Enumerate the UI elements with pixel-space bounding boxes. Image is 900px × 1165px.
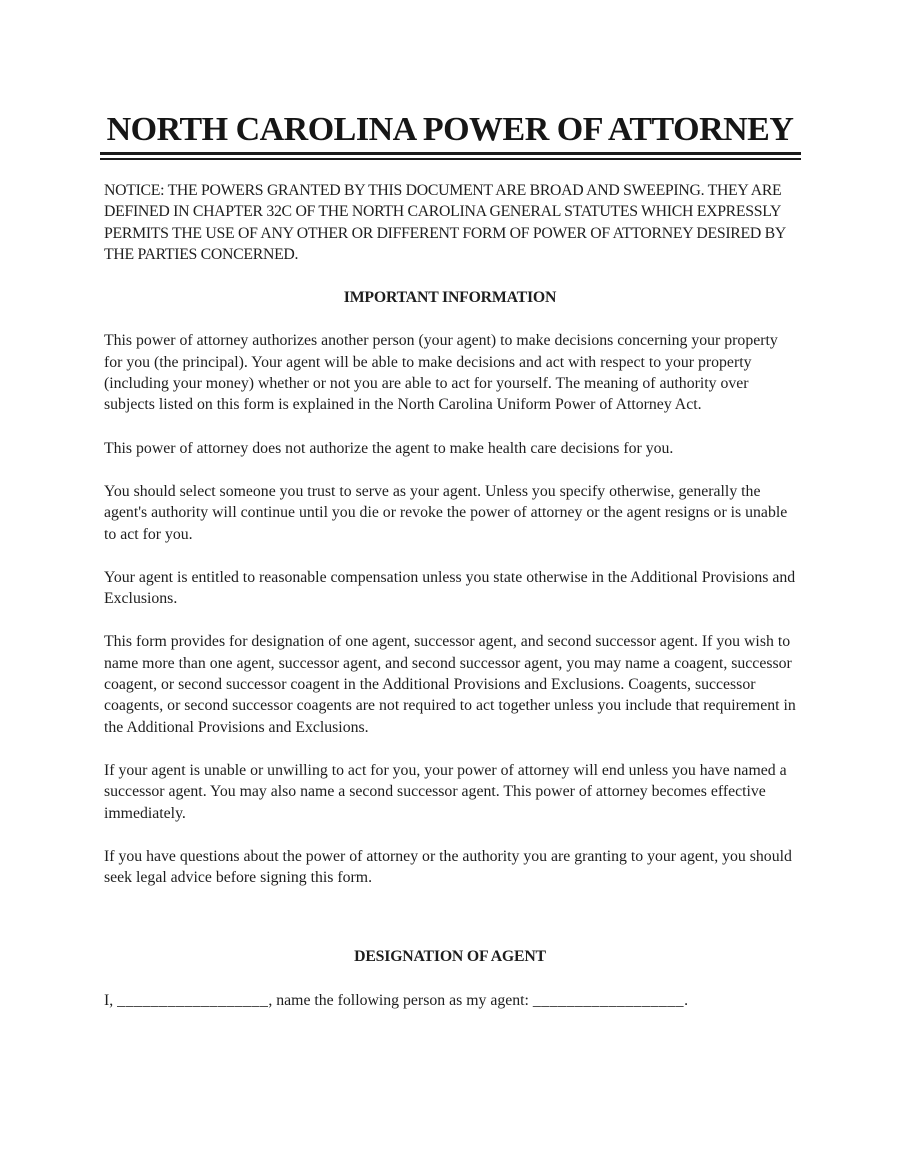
designation-prefix: I, [104, 991, 118, 1009]
designation-of-agent-heading: DESIGNATION OF AGENT [354, 948, 546, 966]
title-double-rule [100, 152, 801, 160]
notice-line: NOTICE: THE POWERS GRANTED BY THIS DOCUMENT ARE BROAD AND SWEEPING. THEY ARE [104, 182, 782, 199]
designation-fill-line [104, 990, 796, 1011]
notice-line: DEFINED IN CHAPTER 32C OF THE NORTH CAROLINA GENERAL STATUTES WHICH EXPRESSLY [104, 203, 782, 221]
paragraph-select-agent: You should select someone you trust to serve as your agent. Unless you specify otherwise, generally the agent's authority will continue until you die or revoke the power of attorney or the agent resigns or is unable to act for you. [104, 482, 788, 543]
document-title: NORTH CAROLINA POWER OF ATTORNEY [106, 111, 794, 148]
paragraph-compensation: Your agent is entitled to reasonable compensation unless you state otherwise in the Additional Provisions and Exclusions. [104, 568, 796, 608]
notice-paragraph [104, 180, 796, 265]
paragraph-authorizes-agent: This power of attorney authorizes another person (your agent) to make decisions concerning your property for you (the principal). Your agent will be able to make decisions and act with respect to your property (including your money) whether or not you are able to act for yourself. The meaning of authority over subjects listed on this form is explained in the North Carolina Uniform Power of Attorney Act. [104, 332, 778, 414]
designation-middle: , name the following person as my agent: [268, 991, 533, 1009]
agent-name-blank: __________________ [532, 991, 685, 1009]
principal-name-blank: __________________ [117, 991, 269, 1009]
notice-line: THE PARTIES CONCERNED. [104, 245, 299, 263]
notice-line: PERMITS THE USE OF ANY OTHER OR DIFFERENT FORM OF POWER OF ATTORNEY DESIRED BY [104, 224, 786, 242]
paragraph-agent-unable: If your agent is unable or unwilling to act for you, your power of attorney will end unless you have named a successor agent. You may also name a second successor agent. This power of attorney becomes effective immediately. [104, 761, 787, 822]
paragraph-no-health-care: This power of attorney does not authorize the agent to make health care decisions for you. [104, 439, 674, 457]
paragraph-successor-agents: This form provides for designation of one agent, successor agent, and second successor agent. If you wish to name more than one agent, successor agent, and second successor agent, you may name a coagent, successor coagent, or second successor coagent in the Additional Provisions and Exclusions. Coagents, successor coagents, or second successor coagents are not required to act together unless you include that requirement in the Additional Provisions and Exclusions. [104, 633, 796, 736]
document-body [104, 180, 796, 1011]
paragraph-seek-legal-advice: If you have questions about the power of attorney or the authority you are granting to your agent, you should seek legal advice before signing this form. [104, 847, 792, 887]
important-information-heading: IMPORTANT INFORMATION [343, 289, 557, 307]
designation-suffix: . [684, 991, 689, 1009]
